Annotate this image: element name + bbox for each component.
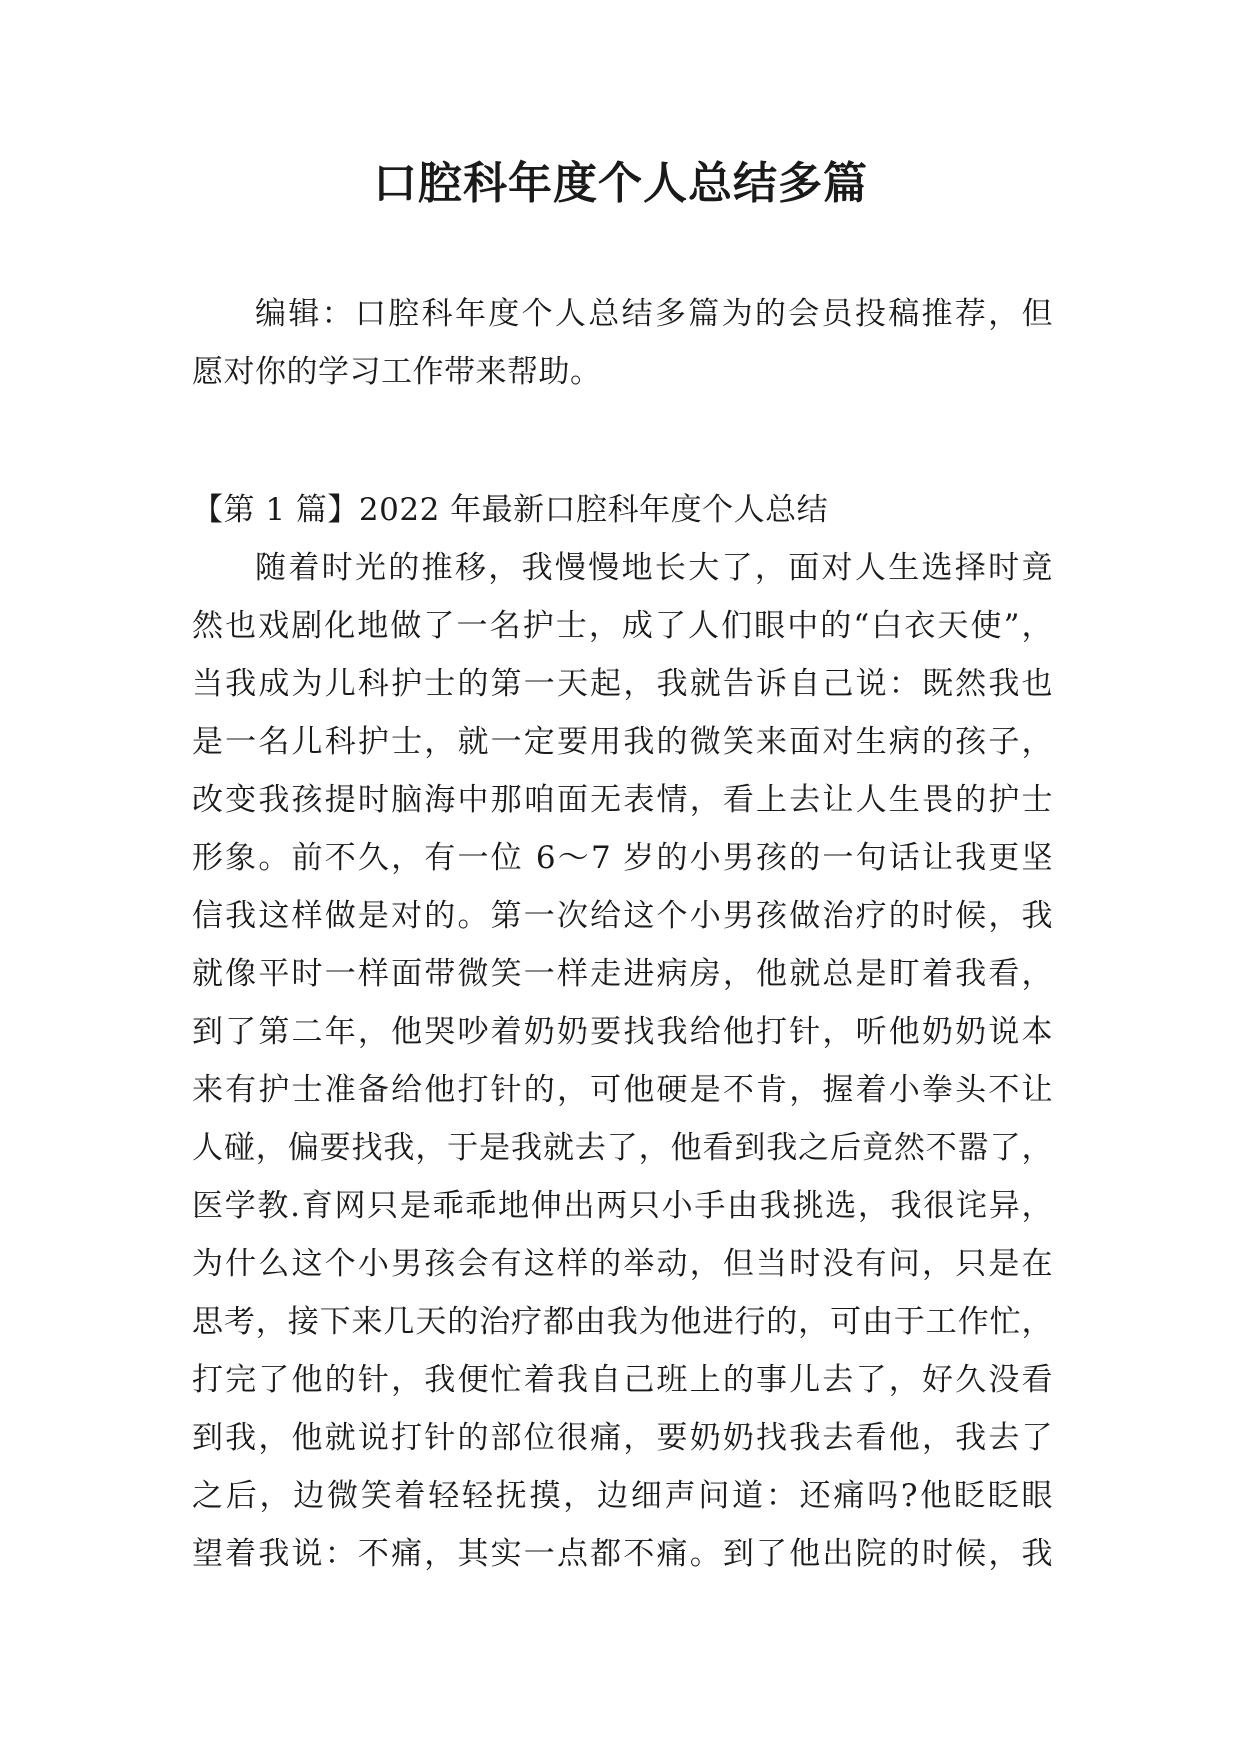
body-line: 是一名儿科护士，就一定要用我的微笑来面对生病的孩子， bbox=[192, 724, 1053, 760]
body-line: 当我成为儿科护士的第一天起，我就告诉自己说：既然我也 bbox=[192, 666, 1053, 702]
body-line: 随着时光的推移，我慢慢地长大了，面对人生选择时竟 bbox=[255, 550, 1053, 586]
body-line: 信我这样做是对的。第一次给这个小男孩做治疗的时候，我 bbox=[192, 898, 1053, 934]
body-line: 形象。前不久，有一位 6～7 岁的小男孩的一句话让我更坚 bbox=[192, 840, 1053, 876]
body-line: 来有护士准备给他打针的，可他硬是不肯，握着小拳头不让 bbox=[192, 1072, 1053, 1108]
body-line: 之后，边微笑着轻轻抚摸，边细声问道：还痛吗?他眨眨眼 bbox=[192, 1478, 1053, 1514]
body-line: 就像平时一样面带微笑一样走进病房，他就总是盯着我看， bbox=[192, 956, 1053, 992]
body-line: 望着我说：不痛，其实一点都不痛。到了他出院的时候，我 bbox=[192, 1536, 1053, 1572]
body-line: 人碰，偏要找我，于是我就去了，他看到我之后竟然不嚣了， bbox=[192, 1130, 1053, 1166]
body-line: 到我，他就说打针的部位很痛，要奶奶找我去看他，我去了 bbox=[192, 1420, 1053, 1456]
intro-line-1: 编辑：口腔科年度个人总结多篇为的会员投稿推荐，但 bbox=[255, 296, 1053, 332]
body-line: 然也戏剧化地做了一名护士，成了人们眼中的“白衣天使”， bbox=[192, 608, 1053, 644]
body-line: 医学教.育网只是乖乖地伸出两只小手由我挑选，我很诧异， bbox=[192, 1188, 1053, 1224]
section-heading: 【第 1 篇】2022 年最新口腔科年度个人总结 bbox=[192, 492, 829, 528]
body-line: 思考，接下来几天的治疗都由我为他进行的，可由于工作忙， bbox=[192, 1304, 1053, 1340]
body-line: 改变我孩提时脑海中那咱面无表情，看上去让人生畏的护士 bbox=[192, 782, 1053, 818]
intro-line-2: 愿对你的学习工作带来帮助。 bbox=[192, 354, 602, 390]
body-line: 到了第二年，他哭吵着奶奶要找我给他打针，听他奶奶说本 bbox=[192, 1014, 1053, 1050]
body-line: 为什么这个小男孩会有这样的举动，但当时没有问，只是在 bbox=[192, 1246, 1053, 1282]
document-title: 口腔科年度个人总结多篇 bbox=[373, 158, 868, 209]
body-line: 打完了他的针，我便忙着我自己班上的事儿去了，好久没看 bbox=[192, 1362, 1053, 1398]
